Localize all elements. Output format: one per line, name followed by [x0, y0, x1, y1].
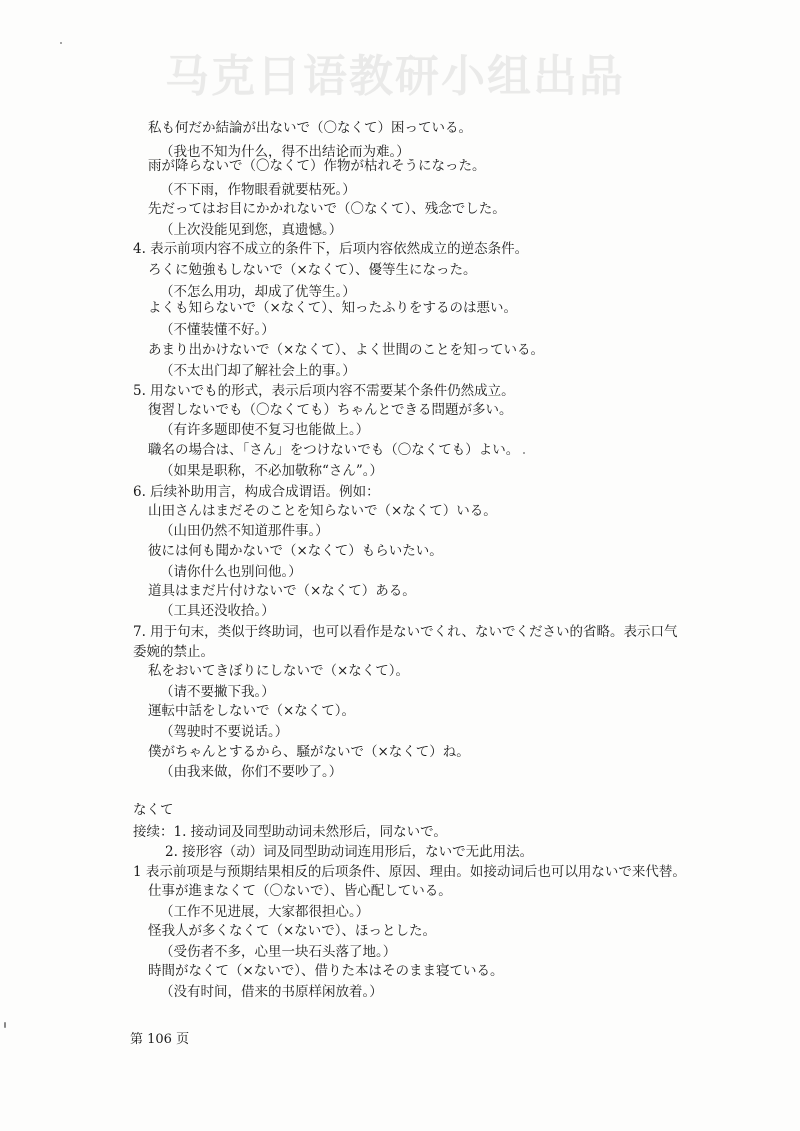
translation: （有许多题即使不复习也能做上。） [160, 422, 370, 438]
translation: （不太出门却了解社会上的事。） [160, 363, 356, 379]
connection-rule-1: 接续：1. 接动词及同型助动词未然形后，同ないで。 [133, 824, 447, 840]
translation: （不怎么用功，却成了优等生。） [160, 284, 356, 300]
example-sentence: 仕事が進まなくて（〇ないで）、皆心配している。 [148, 883, 452, 899]
translation: （工作不见进展，大家都很担心。） [160, 904, 370, 920]
example-sentence: 彼には何も聞かないで（×なくて）もらいたい。 [148, 543, 443, 559]
example-sentence: あまり出かけないで（×なくて）、よく世間のことを知っている。 [148, 342, 545, 358]
translation: （请你什么也别问他。） [160, 564, 302, 580]
scan-speck [4, 1022, 6, 1028]
translation: （请不要撇下我。） [160, 684, 275, 700]
example-sentence: 山田さんはまだそのことを知らないで（×なくて）いる。 [148, 503, 497, 519]
translation: （上次没能见到您，真遗憾。） [160, 222, 343, 238]
scan-speck [60, 42, 62, 44]
usage-heading-1: 1 表示前项是与预期结果相反的后项条件、原因、理由。如接动词后也可以用ないで来代替。 [133, 864, 686, 880]
example-sentence: 怪我人が多くなくて（×ないで）、ほっとした。 [148, 923, 437, 939]
grammar-title: なくて [133, 802, 174, 818]
section-heading-7-cont: 委婉的禁止。 [133, 644, 214, 660]
page-number: 第 106 页 [130, 1032, 190, 1047]
example-sentence: 先だってはお目にかかれないで（〇なくて）、残念でした。 [148, 201, 506, 217]
example-sentence: 運転中話をしないで（×なくて）。 [148, 703, 356, 719]
example-sentence: 僕がちゃんとするから、騒がないで（×なくて）ね。 [148, 744, 470, 760]
translation: （受伤者不多，心里一块石头落了地。） [160, 944, 397, 960]
translation: （山田仍然不知道那件事。） [160, 523, 329, 539]
example-sentence: よくも知らないで（×なくて）、知ったふりをするのは悪い。 [148, 300, 518, 316]
example-sentence: 復習しないでも（〇なくても）ちゃんとできる問題が多い。 [148, 402, 513, 418]
translation: （不下雨，作物眼看就要枯死。） [160, 182, 356, 198]
translation: （没有时间，借来的书原样闲放着。） [160, 984, 383, 1000]
example-sentence: 私をおいてきぼりにしないで（×なくて）。 [148, 663, 410, 679]
example-sentence: 時間がなくて（×ないで）、借りた本はそのまま寝ている。 [148, 963, 504, 979]
translation: （我也不知为什么，得不出结论而为难。） [160, 144, 410, 160]
translation: （工具还没收拾。） [160, 603, 275, 619]
example-sentence: 私も何だか結論が出ないで（〇なくて）困っている。 [148, 120, 472, 136]
section-heading-6: 6. 后续补助用言，构成合成谓语。例如： [133, 484, 380, 500]
example-sentence: ろくに勉強もしないで（×なくて）、優等生になった。 [148, 262, 477, 278]
translation: （由我来做，你们不要吵了。） [160, 764, 343, 780]
translation: （驾驶时不要说话。） [160, 724, 289, 740]
example-sentence: 雨が降らないで（〇なくて）作物が枯れそうになった。 [148, 158, 486, 174]
section-heading-5: 5. 用ないでも的形式，表示后项内容不需要某个条件仍然成立。 [133, 383, 515, 399]
section-heading-4: 4. 表示前项内容不成立的条件下，后项内容依然成立的逆态条件。 [133, 241, 529, 257]
watermark: 马克日语教研小组出品 [165, 51, 625, 102]
connection-rule-2: 2. 接形容（动）词及同型助动词连用形后，ないで无此用法。 [165, 844, 534, 860]
translation: （不懂装懂不好。） [160, 322, 275, 338]
example-sentence: 道具はまだ片付けないで（×なくて）ある。 [148, 583, 416, 599]
example-sentence: 職名の場合は、「さん」をつけないでも（〇なくても）よい。 [148, 442, 520, 458]
section-heading-7: 7. 用于句末，类似于终助词，也可以看作是ないでくれ、ないでください的省略。表示口气 [133, 624, 678, 640]
scan-speck [523, 452, 525, 454]
translation: （如果是职称，不必加敬称“さん”。） [160, 463, 384, 479]
